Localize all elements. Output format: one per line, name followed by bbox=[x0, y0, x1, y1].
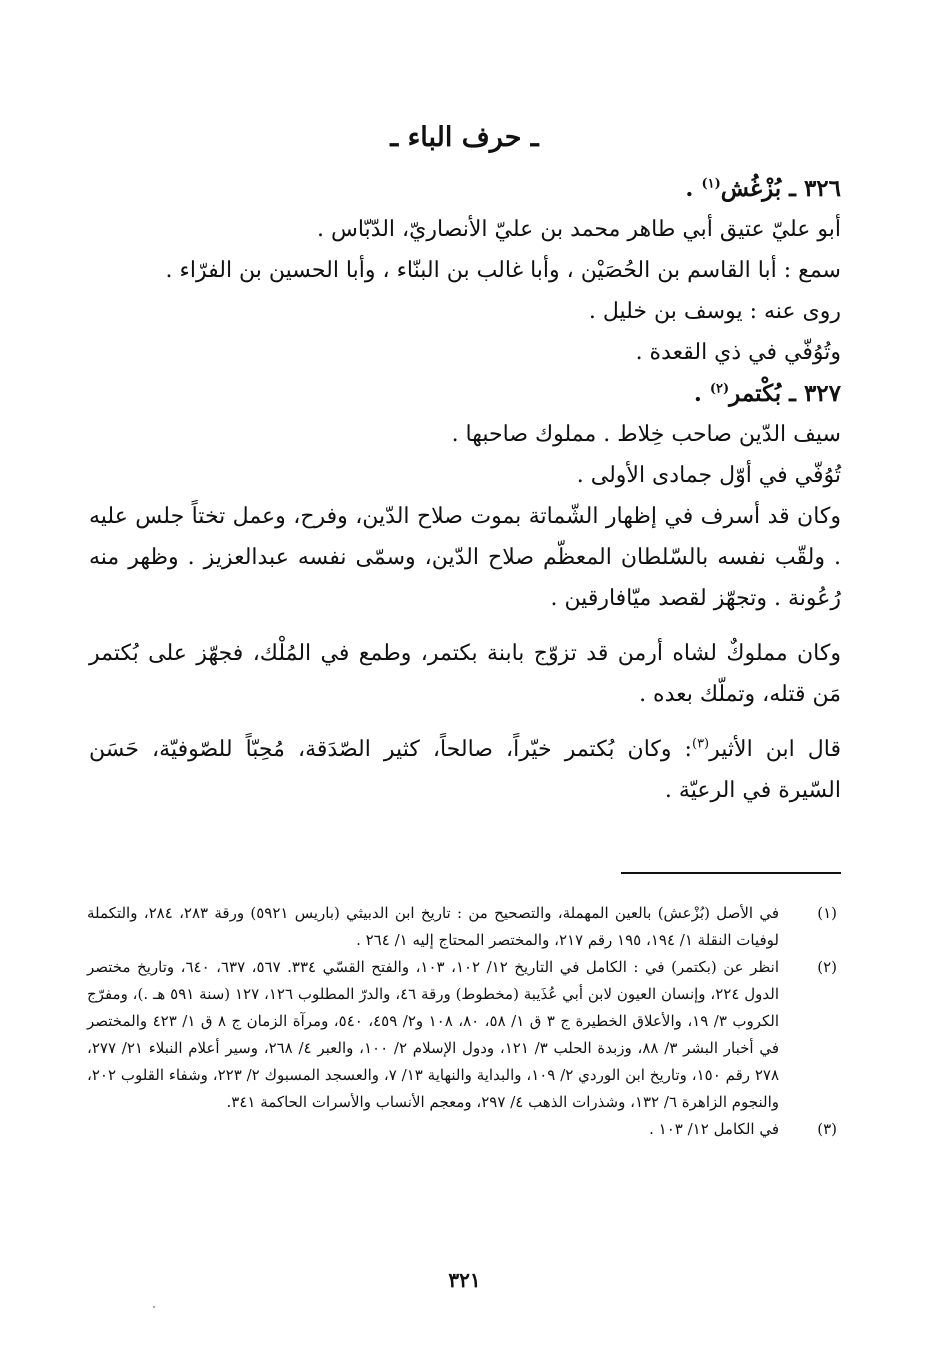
scan-speck bbox=[153, 1306, 155, 1308]
entry-heading-end: . bbox=[693, 380, 710, 407]
footnote-number: (٣) bbox=[817, 1120, 837, 1138]
entry-heading-text: ٣٢٧ ـ بُكْتمر bbox=[729, 380, 841, 407]
footnote-text: في الأصل (بُزْعش) بالعين المهملة، والتصحيح من : تاريخ ابن الدبيثي (باريس ٥٩٢١) ورقة ٢٨٣، ٢٨٤، والتكملة لوفيات النقلة ١/ ١٩٤، ١٩٥ رقم ٢١٧، والمختصر المحتاج إليه ١/ ٢٦٤ . bbox=[87, 904, 780, 949]
footnote-text: انظر عن (بكتمر) في : الكامل في التاريخ ١٢/ ١٠٢، ١٠٣، والفتح القسّي ٣٣٤. ٥٦٧، ٦٣٧، ٦٤٠، وتاريخ مختصر الدول ٢٢٤، وإنسان العيون لابن أبي عُذَيبة (مخطوط) ورقة ٤٦، والدرّ المطلوب ١٢٦، ١٢٧ (سنة ٥٩١ هـ .)، ومفرّج الكروب ٣/ ١٩، والأعلاق الخطيرة ج ٣ ق ١/ ٥٨، ٨٠، ١٠٨ و٢/ ٤٥٩، ٥٤٠، ومرآة الزمان ج ٨ ق ١/ ٤٢٣ والمختصر في أخبار البشر ٣/ ٨٨، وزبدة الحلب ٣/ ١٢١، ودول الإسلام ٢/ ١٠٠، والعبر ٤/ ٢٦٨، وسير أعلام النبلاء ٢١/ ٢٧٧، ٢٧٨ رقم ١٥٠، وتاريخ ابن الوردي ٢/ ١٠٩، والبداية والنهاية ١٣/ ٧، والعسجد المسبوك ٢/ ٢٢٣، وشفاء القلوب ٢٠٢، والنجوم الزاهرة ٦/ ١٣٢، وشذرات الذهب ٤/ ٢٩٧، ومعجم الأنساب والأسرات الحاكمة ٣٤١. bbox=[87, 958, 780, 1111]
entry-paragraph: وكان مملوكٌ لشاه أرمن قد تزوّج بابنة بكتمر، وطمع في المُلْك، فجهّز على بُكتمر مَن قتله، وتملّك بعده . bbox=[89, 641, 841, 707]
entry-paragraph: وكان قد أسرف في إظهار الشّماتة بموت صلاح الدّين، وفرح، وعمل تختاً جلس عليه . ولقّب نفسه بالسّلطان المعظّم صلاح الدّين، وسمّى نفسه عبدالعزيز . وظهر منه رُعُونة . وتجهّز لقصد ميّافارقين . bbox=[89, 504, 841, 611]
footnote-ref[interactable]: (٣) bbox=[691, 736, 710, 752]
entry-line: وتُوُفّي في ذي القعدة . bbox=[635, 340, 841, 365]
footnote-ref[interactable]: (٢) bbox=[709, 381, 730, 397]
section-title: ـ حرف الباء ـ bbox=[390, 122, 539, 153]
footnote-number: (١) bbox=[817, 904, 837, 922]
footnote-2 bbox=[87, 954, 841, 1116]
entry-heading-text: ٣٢٦ ـ بُزْغُش bbox=[720, 175, 841, 202]
entry-line: سيف الدّين صاحب خِلاط . مملوك صاحبها . bbox=[451, 422, 841, 447]
quote-intro: قال ابن الأثير bbox=[709, 737, 842, 762]
page-number: ٣٢١ bbox=[448, 1268, 481, 1292]
entry-line: روى عنه : يوسف بن خليل . bbox=[588, 299, 841, 324]
quote-text: : وكان بُكتمر خيّراً، صالحاً، كثير الصّدَقة، مُحِبّاً للصّوفيّة، حَسَن السّيرة في الرعيّة . bbox=[89, 737, 841, 803]
entry-heading-end: . bbox=[685, 175, 702, 202]
footnote-separator bbox=[621, 872, 841, 874]
footnotes bbox=[87, 900, 841, 1143]
footnote-text: في الكامل ١٢/ ١٠٣ . bbox=[649, 1120, 779, 1138]
entry-heading-326 bbox=[89, 168, 841, 209]
footnote-1 bbox=[87, 900, 841, 954]
entry-quote-paragraph bbox=[89, 729, 841, 811]
main-text bbox=[89, 168, 841, 811]
entry-heading-327 bbox=[89, 373, 841, 414]
entry-line: أبو عليّ عتيق أبي طاهر محمد بن عليّ الأنصاريّ، الدّبّاس . bbox=[317, 217, 841, 242]
footnote-3 bbox=[87, 1116, 841, 1143]
entry-line: سمع : أبا القاسم بن الحُصَيْن ، وأبا غالب بن البنّاء ، وأبا الحسين بن الفرّاء . bbox=[165, 258, 841, 283]
entry-line: تُوُفّي في أوّل جمادى الأولى . bbox=[576, 463, 841, 488]
footnote-number: (٢) bbox=[817, 958, 837, 976]
footnote-ref[interactable]: (١) bbox=[701, 176, 721, 192]
